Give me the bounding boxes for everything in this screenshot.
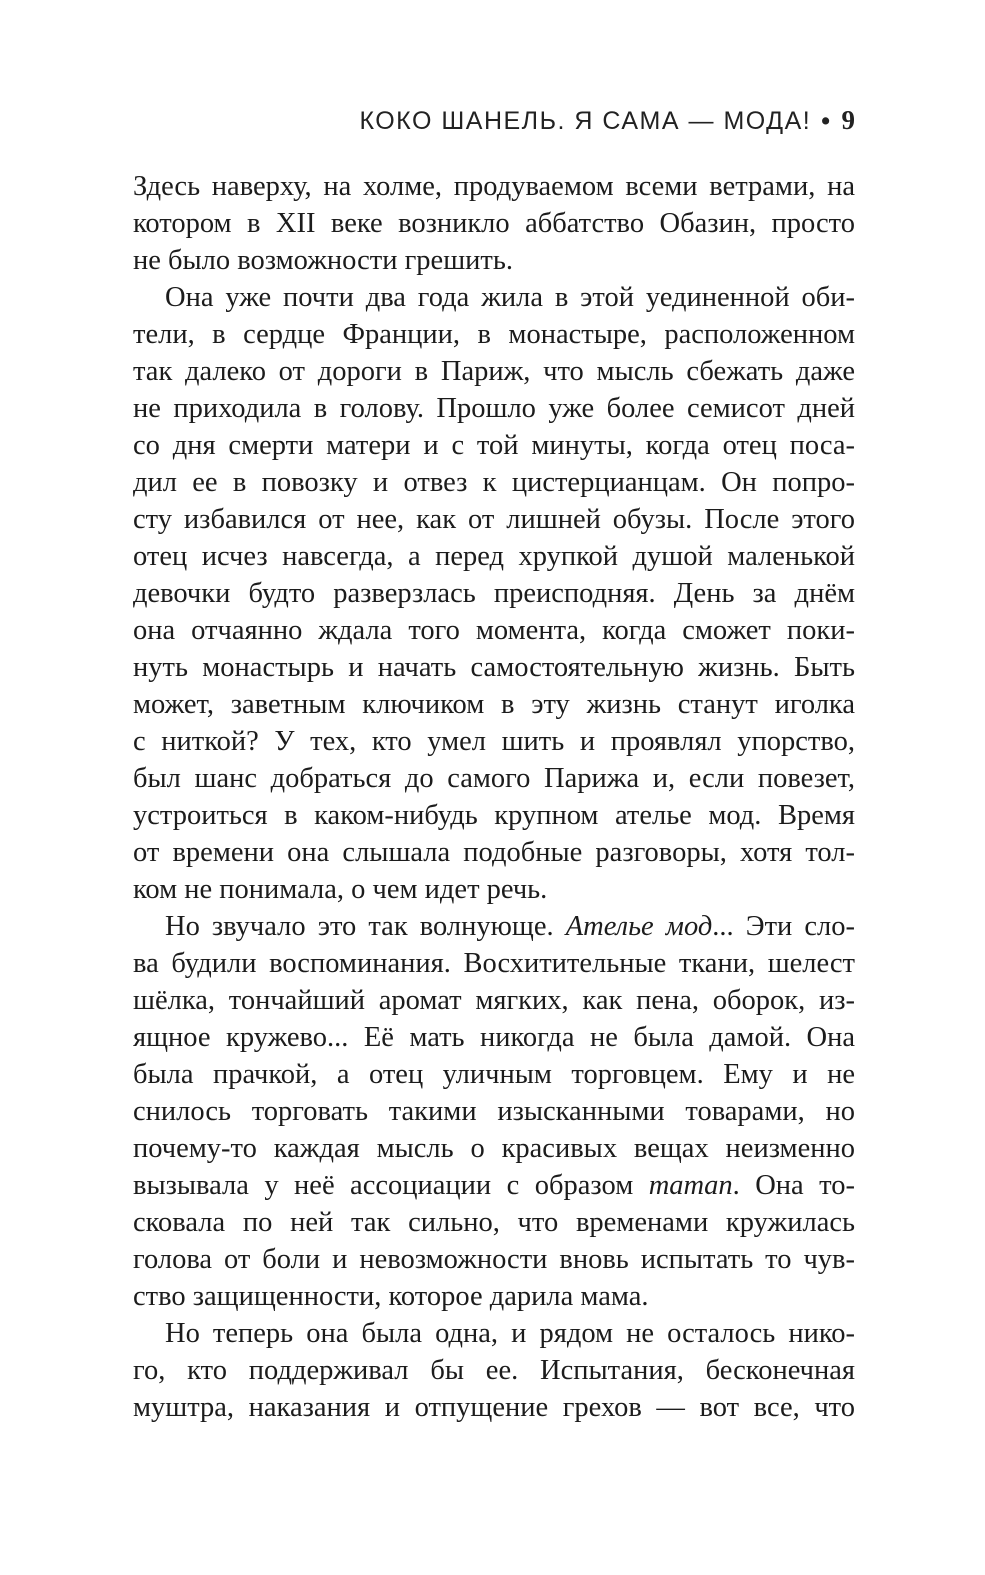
text-line: дил ее в повозку и отвез к цистерцианцам. Он попро- bbox=[133, 467, 855, 498]
text-line: го, кто поддерживал бы ее. Испытания, бесконечная bbox=[133, 1355, 855, 1386]
text-line: может, заветным ключиком в эту жизнь станут иголка bbox=[133, 689, 855, 720]
text-line: с ниткой? У тех, кто умел шить и проявлял упорство, bbox=[133, 726, 855, 757]
text-line: почему-то каждая мысль о красивых вещах неизменно bbox=[133, 1133, 855, 1164]
running-title: КОКО ШАНЕЛЬ. Я САМА — МОДА! bbox=[359, 107, 812, 135]
text-line: нуть монастырь и начать самостоятельную жизнь. Быть bbox=[133, 652, 855, 683]
body-text bbox=[133, 168, 855, 1426]
text-fragment: Но звучало это так волнующе. bbox=[165, 911, 566, 942]
text-line: Но теперь она была одна, и рядом не осталось нико- bbox=[165, 1318, 855, 1349]
running-header bbox=[133, 105, 855, 136]
text-line: голова от боли и невозможности вновь испытать то чув- bbox=[133, 1244, 855, 1275]
text-line: Она уже почти два года жила в этой уединенной оби- bbox=[165, 282, 855, 313]
text-line: со дня смерти матери и с той минуты, когда отец поса- bbox=[133, 430, 855, 461]
text-line: сту избавился от нее, как от лишней обузы. После этого bbox=[133, 504, 855, 535]
text-fragment: вызывала у неё ассоциации с образом bbox=[133, 1170, 649, 1201]
text-line bbox=[133, 1167, 855, 1204]
text-line: сковала по ней так сильно, что временами кружилась bbox=[133, 1207, 855, 1238]
text-line: она отчаянно ждала того момента, когда сможет поки- bbox=[133, 615, 855, 646]
text-line: тели, в сердце Франции, в монастыре, расположенном bbox=[133, 319, 855, 350]
text-line: устроиться в каком-нибудь крупном ателье мод. Время bbox=[133, 800, 855, 831]
text-line: ком не понимала, о чем идет речь. bbox=[133, 874, 548, 905]
text-line bbox=[133, 908, 855, 945]
text-line: отец исчез навсегда, а перед хрупкой душой маленькой bbox=[133, 541, 855, 572]
text-line: шёлка, тончайший аромат мягких, как пена, оборок, из- bbox=[133, 985, 855, 1016]
text-line: ва будили воспоминания. Восхитительные ткани, шелест bbox=[133, 948, 855, 979]
text-fragment: ... Эти сло- bbox=[712, 911, 855, 942]
text-line: ящное кружево... Её мать никогда не была дамой. Она bbox=[133, 1022, 855, 1053]
text-line: так далеко от дороги в Париж, что мысль сбежать даже bbox=[133, 356, 855, 387]
italic-text: maman bbox=[648, 1170, 733, 1201]
italic-text: Ателье мод bbox=[565, 911, 713, 942]
page-number: 9 bbox=[841, 105, 855, 135]
text-line: от времени она слышала подобные разговоры, хотя тол- bbox=[133, 837, 855, 868]
text-line: не было возможности грешить. bbox=[133, 245, 513, 276]
text-line: была прачкой, а отец уличным торговцем. Ему и не bbox=[133, 1059, 855, 1090]
text-line: Здесь наверху, на холме, продуваемом всеми ветрами, на bbox=[133, 171, 855, 202]
text-line: муштра, наказания и отпущение грехов — вот все, что bbox=[133, 1392, 855, 1423]
text-line: не приходила в голову. Прошло уже более семисот дней bbox=[133, 393, 855, 424]
header-bullet: • bbox=[821, 107, 832, 135]
text-line: был шанс добраться до самого Парижа и, если повезет, bbox=[133, 763, 855, 794]
text-fragment: . Она то- bbox=[732, 1170, 855, 1201]
text-line: снилось торговать такими изысканными товарами, но bbox=[133, 1096, 855, 1127]
text-line: котором в XII веке возникло аббатство Обазин, просто bbox=[133, 208, 855, 239]
text-line: девочки будто разверзлась преисподняя. День за днём bbox=[133, 578, 855, 609]
text-line: ство защищенности, которое дарила мама. bbox=[133, 1281, 649, 1312]
